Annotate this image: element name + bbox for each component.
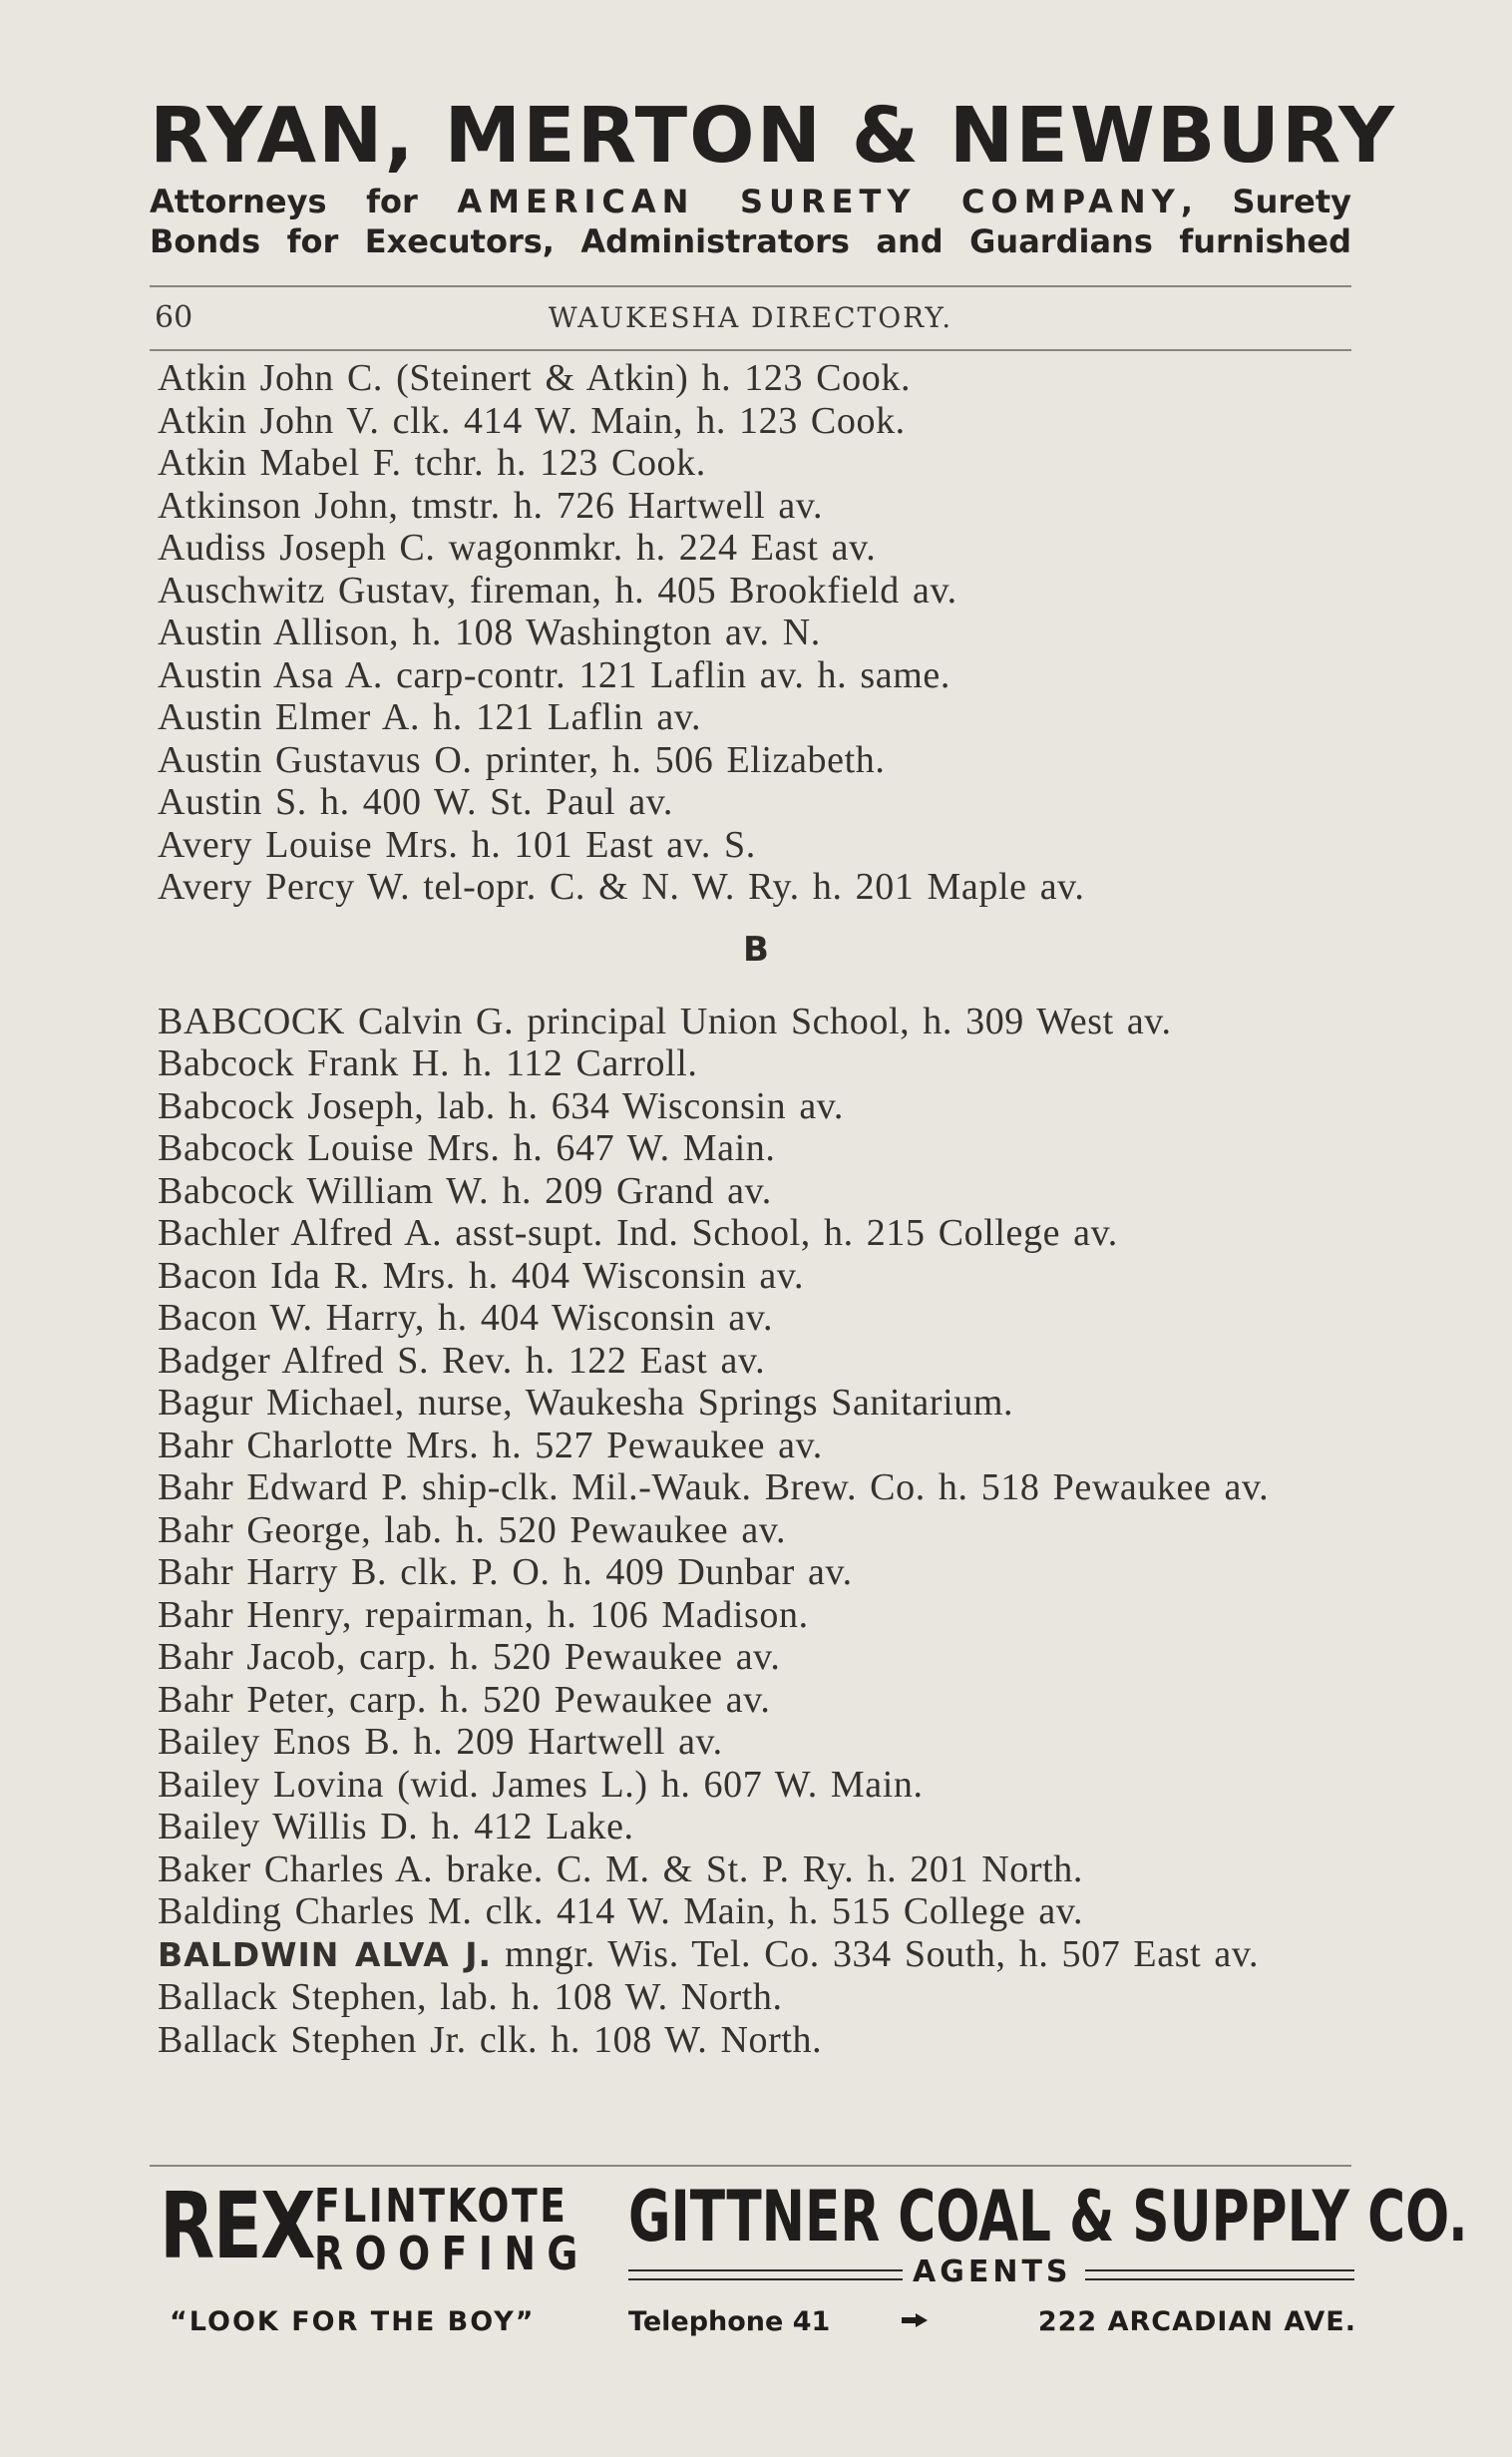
directory-entry: Bahr Jacob, carp. h. 520 Pewaukee av. <box>158 1636 781 1678</box>
ad-line-attorneys <box>150 182 1351 221</box>
directory-entry: Bahr Edward P. ship-clk. Mil.-Wauk. Brew. Co. h. 518 Pewaukee av. <box>158 1466 1270 1508</box>
directory-entry: Bahr Charlotte Mrs. h. 527 Pewaukee av. <box>158 1424 823 1466</box>
directory-entry: Austin Gustavus O. printer, h. 506 Elizabeth. <box>158 738 886 781</box>
directory-entry: Auschwitz Gustav, fireman, h. 405 Brookfield av. <box>158 569 957 612</box>
directory-entry: Bahr George, lab. h. 520 Pewaukee av. <box>158 1508 787 1551</box>
roofing-text: ROOFING <box>314 2227 589 2280</box>
entries-b-list <box>158 1001 1354 2062</box>
head-divider <box>150 349 1351 351</box>
directory-entry: Austin S. h. 400 W. St. Paul av. <box>158 781 674 823</box>
directory-entry: Babcock Louise Mrs. h. 647 W. Main. <box>158 1127 776 1169</box>
directory-entry: Babcock Frank H. h. 112 Carroll. <box>158 1042 698 1084</box>
directory-entry: Bailey Enos B. h. 209 Hartwell av. <box>158 1721 723 1763</box>
top-advertisement <box>150 92 1396 261</box>
entry-rest: mngr. Wis. Tel. Co. 334 South, h. 507 East av. <box>492 1932 1260 1975</box>
ad-line-company: AMERICAN SURETY COMPANY <box>457 183 1181 220</box>
directory-entry: Bahr Peter, carp. h. 520 Pewaukee av. <box>158 1678 771 1721</box>
directory-entry: Austin Asa A. carp-contr. 121 Laflin av. h. same. <box>158 653 950 696</box>
directory-entry-baldwin <box>158 1933 1354 1977</box>
law-firm-name: RYAN, MERTON & NEWBURY <box>150 92 1396 181</box>
directory-entry: Baker Charles A. brake. C. M. & St. P. Ry. h. 201 North. <box>158 1847 1083 1890</box>
directory-entry: Badger Alfred S. Rev. h. 122 East av. <box>158 1339 766 1382</box>
directory-entry: Bahr Henry, repairman, h. 106 Madison. <box>158 1593 809 1636</box>
directory-entry: Babcock William W. h. 209 Grand av. <box>158 1169 772 1212</box>
directory-entry: Audiss Joseph C. wagonmkr. h. 224 East av. <box>158 527 877 569</box>
directory-entry: Atkin John V. clk. 414 W. Main, h. 123 Cook. <box>158 399 906 442</box>
directory-entry: Avery Louise Mrs. h. 101 East av. S. <box>158 823 756 866</box>
section-letter-heading: B <box>743 929 769 970</box>
directory-entry: Balding Charles M. clk. 414 W. Main, h. 515 College av. <box>158 1890 1084 1932</box>
directory-entry: Bailey Willis D. h. 412 Lake. <box>158 1806 634 1847</box>
ad-line-prefix: Attorneys for <box>150 183 458 220</box>
bottom-divider <box>150 2165 1351 2167</box>
directory-entry: Bagur Michael, nurse, Waukesha Springs Sanitarium. <box>158 1382 1014 1424</box>
agents-rule-left <box>628 2269 903 2280</box>
directory-entries <box>158 357 1354 2061</box>
directory-entry: Bachler Alfred A. asst-supt. Ind. School, h. 215 College av. <box>158 1212 1118 1254</box>
rex-logo-text: REX <box>160 2173 314 2279</box>
bottom-advertisement <box>150 2173 1468 2346</box>
page-number: 60 <box>155 300 193 335</box>
entries-a-list <box>158 357 1354 909</box>
directory-entry: Atkin John C. (Steinert & Atkin) h. 123 Cook. <box>158 357 912 399</box>
directory-title: WAUKESHA DIRECTORY. <box>548 301 953 334</box>
directory-entry: Babcock Joseph, lab. h. 634 Wisconsin av. <box>158 1084 845 1127</box>
agents-rule-right <box>1085 2269 1354 2280</box>
directory-entry: Bailey Lovina (wid. James L.) h. 607 W. Main. <box>158 1763 924 1806</box>
directory-entry: Bacon Ida R. Mrs. h. 404 Wisconsin av. <box>158 1254 805 1297</box>
directory-entry: Bacon W. Harry, h. 404 Wisconsin av. <box>158 1297 774 1339</box>
directory-entry: Avery Percy W. tel-opr. C. & N. W. Ry. h. 201 Maple av. <box>158 866 1085 908</box>
slogan-text: “LOOK FOR THE BOY” <box>170 2306 536 2337</box>
entry-name-bold: BALDWIN ALVA J. <box>158 1934 493 1974</box>
directory-entry: Ballack Stephen, lab. h. 108 W. North. <box>158 1976 783 2018</box>
pointing-hand-icon <box>900 2302 930 2342</box>
running-head <box>150 293 1351 343</box>
directory-entry: BABCOCK Calvin G. principal Union School, h. 309 West av. <box>158 1000 1172 1042</box>
coal-company-name: GITTNER COAL & SUPPLY CO. <box>628 2176 1468 2257</box>
directory-entry: Austin Elmer A. h. 121 Laflin av. <box>158 696 702 738</box>
directory-entry: Atkinson John, tmstr. h. 726 Hartwell av. <box>158 484 824 527</box>
directory-entry: Ballack Stephen Jr. clk. h. 108 W. North. <box>158 2018 823 2061</box>
flintkote-text: FLINTKOTE <box>314 2179 568 2233</box>
address-text: 222 ARCADIAN AVE. <box>1037 2306 1356 2337</box>
ad-line-suffix: , Surety <box>1180 183 1352 220</box>
directory-entry: Bahr Harry B. clk. P. O. h. 409 Dunbar av. <box>158 1551 853 1593</box>
directory-entry: Austin Allison, h. 108 Washington av. N. <box>158 612 821 653</box>
telephone-text: Telephone 41 <box>628 2306 831 2337</box>
agents-row <box>628 2252 1354 2292</box>
ad-line-bonds: Bonds for Executors, Administrators and Guardians furnished <box>150 222 1351 260</box>
agents-label: AGENTS <box>913 2254 1072 2289</box>
top-divider <box>150 285 1351 287</box>
directory-entry: Atkin Mabel F. tchr. h. 123 Cook. <box>158 442 706 484</box>
